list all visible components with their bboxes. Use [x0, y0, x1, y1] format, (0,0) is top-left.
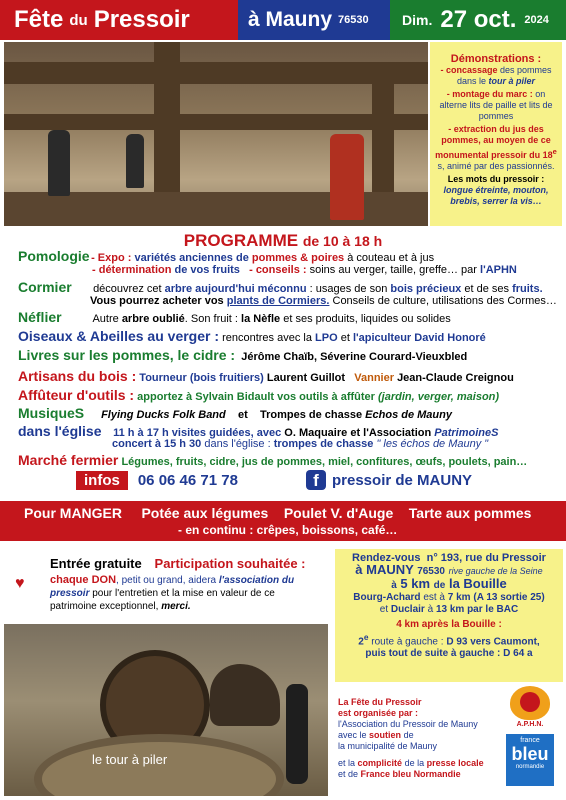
rdv-et: et	[379, 604, 389, 615]
row-musique	[18, 407, 558, 422]
org-t11: presse locale	[426, 758, 484, 768]
aphn-label: A.P.H.N.	[516, 721, 544, 728]
label-musique: MusiqueS	[18, 405, 85, 421]
eglise-t4: et l'Association	[350, 427, 432, 439]
header-place-block	[238, 0, 390, 40]
demo-words: longue étreinte, mouton, brebis, serrer la vis…	[443, 185, 549, 206]
rdv-puis: puis tout de suite à gauche :	[365, 648, 501, 660]
cormier-t9: Conseils de culture, utilisations des Cormes…	[332, 295, 557, 307]
org-t2: est organisée par :	[338, 708, 419, 718]
org-t8: et la	[338, 758, 356, 768]
organisers-block	[338, 697, 498, 780]
org-t6: de	[403, 730, 414, 740]
oiseaux-t2: LPO	[315, 332, 338, 344]
eglise-t10: " les échos de Mauny "	[376, 438, 489, 450]
pomo-expo: - Expo :	[91, 252, 132, 264]
musique-t1: Flying Ducks Folk Band	[101, 409, 226, 421]
rdv-a2: à	[427, 604, 434, 615]
rdv-caumont: vers Caumont,	[470, 636, 540, 648]
france-bleu-logo	[506, 734, 554, 786]
apple-inner-icon	[520, 692, 540, 712]
eglise-t7: à 15 h 30	[154, 438, 202, 450]
eglise-t9: trompes de chasse	[273, 438, 374, 450]
rdv-bouille: la Bouille	[448, 576, 507, 591]
pomo-conseils-text: soins au verger, taille, greffe… par	[309, 264, 477, 276]
marche-t1: Légumes, fruits, cidre, jus de pommes, miel, confitures, œufs, poulets, pain…	[121, 456, 528, 468]
org-t12: et de	[338, 769, 359, 779]
pomo-det-text: de vos fruits	[174, 264, 240, 276]
manger-line-1	[24, 505, 531, 521]
demo-item-3-label: - extraction du jus des pommes, au moyen de ce monumental pressoir du 18	[435, 124, 553, 160]
aphn-logo	[506, 686, 554, 732]
rdv-place: à MAUNY	[355, 562, 414, 577]
entry-free: Entrée gratuite	[50, 556, 142, 571]
org-t9: complicité	[357, 758, 403, 768]
header-place: à Mauny	[248, 8, 333, 31]
header-date-block	[390, 0, 566, 40]
entry-block	[50, 557, 322, 613]
row-affuteur	[18, 389, 558, 404]
demo-item-1-text: des pommes dans le	[456, 65, 552, 86]
rdv-route-text: route à gauche :	[371, 636, 444, 648]
facebook-page-name[interactable]: pressoir de MAUNY	[332, 472, 473, 489]
eglise-t5: PatrimoineS	[434, 427, 499, 439]
entry-t4: pour l'entretien et la mise en valeur de ce patrimoine exceptionnel,	[50, 588, 275, 612]
entry-don: chaque DON	[50, 574, 117, 586]
row-neflier	[18, 311, 558, 326]
row-marche	[18, 454, 558, 469]
artisans-t3: Laurent Guillot	[266, 372, 346, 384]
neflier-t3: . Son fruit :	[184, 313, 238, 325]
rdv-est-a: est à	[423, 592, 445, 603]
row-oiseaux	[18, 330, 558, 345]
hero-photo-pressoir	[4, 42, 428, 226]
row-artisans	[18, 370, 558, 385]
manger-title: Pour MANGER	[24, 505, 122, 521]
org-t3: l'Association du Pressoir de Mauny	[338, 719, 478, 729]
label-pomologie: Pomologie	[18, 248, 90, 264]
org-t10: de la	[404, 758, 425, 768]
pomo-expo-fruits: pommes & poires	[251, 252, 345, 264]
demo-item-2-text: on alterne lits de paille et lits de pommes	[439, 89, 553, 121]
neflier-t1: Autre	[92, 313, 119, 325]
entry-merci: merci.	[161, 601, 191, 612]
title-fete: Fête	[14, 6, 64, 33]
neflier-t4: la Nèfle	[241, 313, 281, 325]
entry-participation: Participation souhaitée :	[154, 556, 306, 571]
photo-caption: le tour à piler	[92, 752, 168, 767]
programme-hours: de 10 à 18 h	[302, 233, 383, 249]
oiseaux-t4: l'apiculteur David Honoré	[352, 332, 486, 344]
eglise-t6: concert	[112, 438, 152, 450]
rdv-a13: (A 13 sortie 25)	[473, 592, 545, 603]
demonstrations-box	[430, 42, 562, 226]
oiseaux-t3: et	[340, 332, 350, 344]
header-date: 27 oct.	[440, 6, 517, 33]
row-eglise-2	[112, 438, 566, 451]
cormier-t2: arbre aujourd'hui méconnu	[164, 283, 307, 295]
header-banner	[0, 0, 566, 40]
title-du: du	[69, 11, 88, 29]
org-t7: la municipalité de Mauny	[338, 741, 438, 751]
affuteur-t4: (jardin, verger, maison)	[378, 391, 500, 403]
neflier-t2: arbre oublié	[121, 313, 185, 325]
infos-block	[76, 471, 238, 490]
artisans-t1: Tourneur	[139, 372, 187, 384]
manger-line-2: - en continu : crêpes, boissons, café…	[178, 523, 398, 537]
affuteur-t2: Sylvain Bidault	[195, 391, 275, 403]
label-affuteur: Affûteur d'outils :	[18, 387, 135, 403]
eglise-t3: O. Maquaire	[284, 427, 348, 439]
pomo-expo-rest: à couteau et à jus	[347, 252, 435, 264]
row-cormier	[18, 281, 558, 296]
rdv-bac: par le BAC	[467, 604, 519, 615]
manger-item-1: Potée aux légumes	[141, 505, 269, 521]
rdv-d93: D 93	[446, 636, 468, 648]
rdv-5km: 5 km	[400, 576, 431, 591]
demo-item-3-text: s, animé par des passionnés.	[437, 161, 555, 171]
affuteur-t1: apportez à	[137, 391, 193, 403]
oiseaux-t1: rencontres avec la	[222, 332, 312, 344]
org-t1: La Fête du Pressoir	[338, 697, 422, 707]
pomo-conseils: - conseils :	[249, 264, 307, 276]
demo-item-1-label: - concassage	[440, 65, 498, 75]
cormier-t8: plants de Cormiers.	[226, 295, 330, 307]
cormier-t1: découvrez cet	[93, 283, 162, 295]
label-livres: Livres sur les pommes, le cidre :	[18, 347, 236, 363]
pomo-expo-text: variétés anciennes de	[134, 252, 249, 264]
demo-title: Démonstrations :	[450, 53, 542, 65]
rdv-duclair: Duclair	[390, 604, 425, 615]
fb-normandie: normandie	[515, 764, 545, 770]
rendez-vous-box	[335, 549, 563, 682]
row-livres	[18, 349, 558, 364]
label-cormier: Cormier	[18, 279, 72, 295]
infos-label: infos	[76, 471, 128, 490]
musique-t2: et	[237, 409, 248, 421]
cormier-t3: : usages de son	[309, 283, 388, 295]
livres-authors: Jérôme Chaïb, Séverine Courard-Vieuxbled	[241, 351, 468, 363]
header-zip: 76530	[338, 14, 369, 26]
label-neflier: Néflier	[18, 309, 62, 325]
label-oiseaux: Oiseaux & Abeilles au verger :	[18, 328, 220, 344]
affuteur-t3: vos outils à affûter	[277, 391, 375, 403]
artisans-t2: (bois fruitiers)	[189, 372, 264, 384]
manger-banner	[0, 501, 566, 541]
eglise-t2: visites guidées, avec	[171, 427, 282, 439]
artisans-t5: Jean-Claude Creignou	[397, 372, 514, 384]
org-t5: soutien	[369, 730, 402, 740]
entry-t2: , petit ou grand, aidera	[116, 575, 217, 586]
row-pomologie	[18, 250, 558, 265]
cormier-t6: fruits.	[512, 283, 543, 295]
facebook-icon[interactable]: f	[306, 470, 326, 490]
rdv-zip: 76530	[417, 566, 445, 577]
infos-phone[interactable]: 06 06 46 71 78	[137, 472, 238, 489]
rdv-rive: rive gauche de la Seine	[448, 566, 543, 576]
pomo-det: - détermination	[92, 264, 172, 276]
rdv-route-num: 2	[358, 636, 364, 648]
fb-bleu: bleu	[511, 744, 549, 764]
heart-icon: ♥	[15, 575, 25, 592]
neflier-t5: et ses produits, liquides ou solides	[283, 313, 451, 325]
eglise-t8: dans l'église :	[204, 438, 271, 450]
fb-france: france	[520, 737, 540, 744]
row-cormier-2	[90, 295, 566, 308]
demo-words-title: Les mots du pressoir :	[447, 174, 545, 184]
manger-item-3: Tarte aux pommes	[408, 505, 532, 521]
musique-t3: Trompes de chasse	[260, 409, 363, 421]
rdv-bourg: Bourg-Achard	[353, 592, 421, 603]
row-pomologie-2	[92, 264, 566, 277]
cormier-t7: Vous pourrez acheter vos	[90, 295, 224, 307]
photo-tour-a-piler	[4, 624, 328, 796]
header-year: 2024	[524, 14, 549, 26]
rdv-after: 4 km après la Bouille :	[396, 619, 502, 630]
rdv-13km: 13 km	[435, 604, 465, 615]
cormier-t4: bois précieux	[390, 283, 462, 295]
artisans-t4: Vannier	[354, 372, 394, 384]
rdv-7km: 7 km	[447, 592, 471, 603]
rdv-a: à	[391, 580, 397, 591]
rdv-d64a: D 64 a	[503, 648, 533, 660]
header-title-block	[0, 0, 238, 40]
rdv-address: n° 193, rue du Pressoir	[426, 552, 546, 564]
musique-t4: Echos de Mauny	[365, 409, 452, 421]
rdv-de: de	[433, 580, 446, 591]
org-t4: avec le	[338, 730, 367, 740]
cormier-t5: et de ses	[464, 283, 509, 295]
label-eglise: dans l'église	[18, 423, 102, 439]
demo-item-3-sup: e	[552, 147, 557, 156]
title-pressoir: Pressoir	[93, 6, 190, 33]
label-artisans: Artisans du bois :	[18, 368, 137, 384]
manger-item-2: Poulet V. d'Auge	[283, 505, 394, 521]
header-day: Dim.	[402, 12, 433, 28]
entry-assoc: l'association du pressoir	[50, 575, 295, 599]
rdv-title: Rendez-vous	[352, 552, 421, 564]
eglise-t1: 11 h à 17 h	[113, 427, 169, 439]
rdv-route-sup: e	[363, 632, 369, 642]
demo-item-2-label: - montage du marc :	[446, 89, 533, 99]
label-marche: Marché fermier	[18, 452, 119, 468]
demo-item-1-em: tour à piler	[488, 76, 536, 86]
org-t13: France bleu Normandie	[360, 769, 461, 779]
programme-heading: PROGRAMME	[183, 231, 299, 250]
pomo-aphn: l'APHN	[480, 264, 517, 276]
